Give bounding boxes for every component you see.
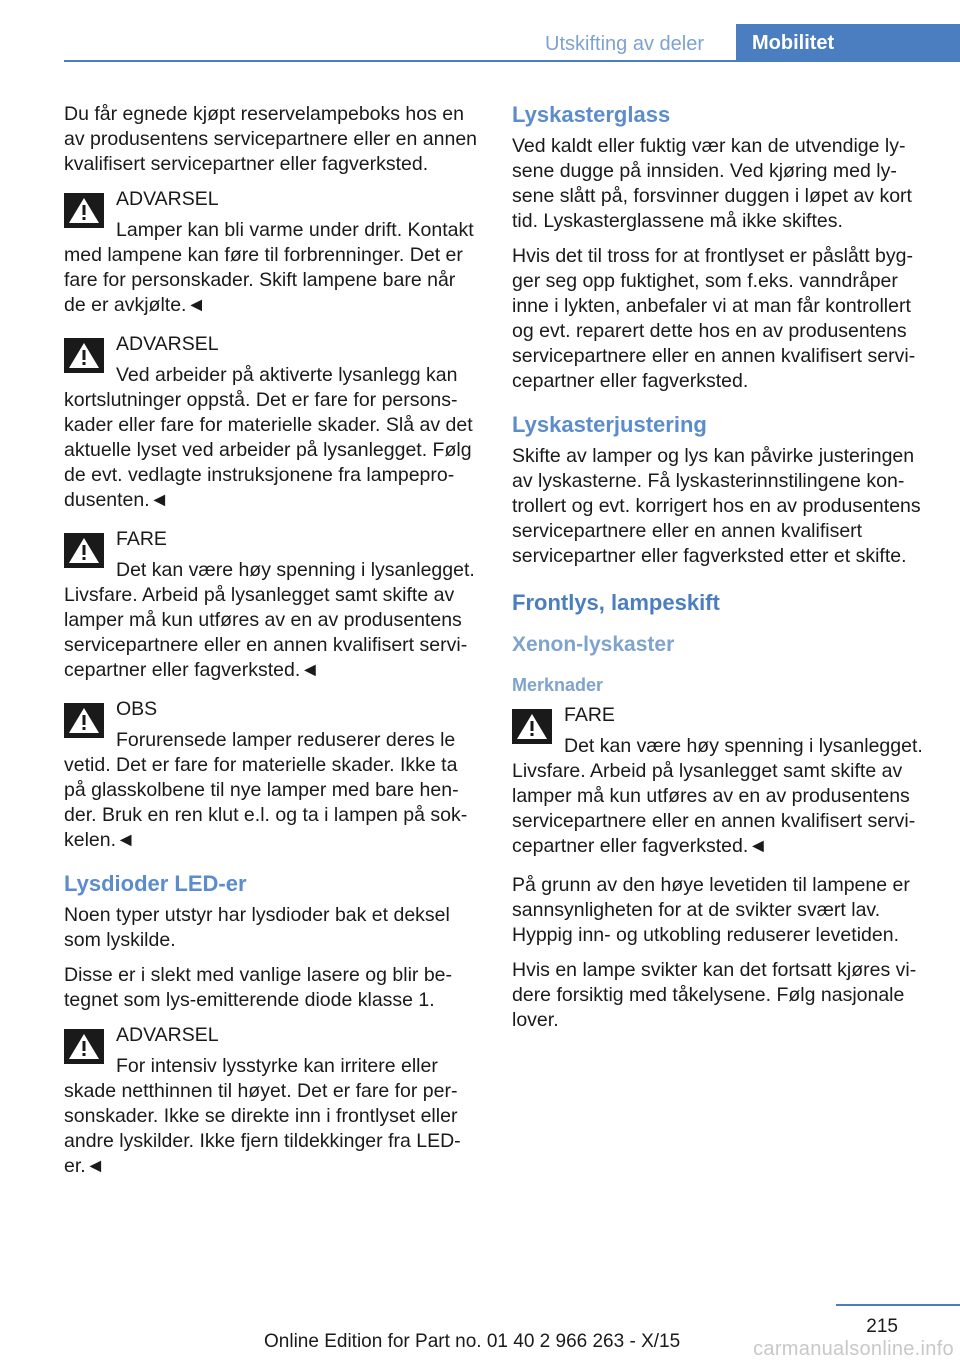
warning-block xyxy=(64,332,482,513)
warning-block xyxy=(64,187,482,318)
notes-heading: Merknader xyxy=(512,675,604,695)
warning-text-rest: med lampene kan føre til forbrenninger. Det er fare for personskader. Skift lampene bare når de er avkjølte.◄ xyxy=(64,244,463,316)
warning-block xyxy=(64,1023,482,1179)
footer-rule xyxy=(836,1304,960,1306)
warning-text-rest: Livsfare. Arbeid på lysanlegget samt skifte av lamper må kun utføres av en av produsentens servicepartnere eller en annen kvalifisert servicepartner eller fagverksted.◄ xyxy=(512,760,916,857)
adjust-heading: Lyskasterjustering xyxy=(512,412,707,437)
header-chapter-tab[interactable]: Mobilitet xyxy=(736,24,960,62)
warning-title: FARE xyxy=(116,528,167,550)
warning-triangle-icon xyxy=(64,703,104,738)
front-heading: Frontlys, lampeskift xyxy=(512,590,720,615)
warning-title: ADVARSEL xyxy=(116,1024,219,1046)
warning-text-first: Forurensede lamper reduserer deres le xyxy=(116,729,456,751)
warning-text-first: Lamper kan bli varme under drift. Kontakt xyxy=(116,219,474,241)
warning-text-rest: skade netthinnen til høyet. Det er fare for personskader. Ikke se direkte inn i frontlyset eller andre lyskilder. Ikke fjern tildekkinger fra LED-er.◄ xyxy=(64,1080,461,1177)
led-heading: Lysdioder LED-er xyxy=(64,871,247,896)
glass-heading: Lyskasterglass xyxy=(512,102,671,127)
warning-text-first: For intensiv lysstyrke kan irritere eller xyxy=(116,1055,438,1077)
warning-block xyxy=(64,697,482,853)
warning-triangle-icon xyxy=(64,1029,104,1064)
lamp-failure-paragraph: Hvis en lampe svikter kan det fortsatt kjøres videre forsiktig med tåkelysene. Følg nasjonale lover. xyxy=(512,959,917,1031)
warning-text-first: Det kan være høy spenning i lysanlegget. xyxy=(116,559,475,581)
led-paragraph-2: Disse er i slekt med vanlige lasere og blir betegnet som lys-emitterende diode klasse 1. xyxy=(64,964,453,1011)
header-rule xyxy=(64,60,960,62)
warning-triangle-icon xyxy=(64,533,104,568)
warning-block xyxy=(64,527,482,683)
warning-title: ADVARSEL xyxy=(116,188,219,210)
warning-block xyxy=(512,703,928,859)
warning-triangle-icon xyxy=(64,193,104,228)
warning-title: OBS xyxy=(116,698,158,720)
glass-paragraph-1: Ved kaldt eller fuktig vær kan de utvendige lysene dugge på innsiden. Ved kjøring med lysene slått på, forsvinner duggen i løpet av kort tid. Lyskasterglassene må ikke skiftes. xyxy=(512,135,912,232)
header-section-tab[interactable]: Utskifting av deler xyxy=(545,33,704,55)
left-column xyxy=(64,102,482,1193)
warning-text-first: Ved arbeider på aktiverte lysanlegg kan xyxy=(116,364,458,386)
right-column xyxy=(512,102,928,1043)
watermark: carmanualsonline.info xyxy=(753,1338,954,1360)
glass-paragraph-2: Hvis det til tross for at frontlyset er påslått bygger seg opp fuktighet, som f.eks. vanndråper inne i lykten, anbefaler vi at man får kontrollert og evt. reparert dette hos en av produsentens servicepartnere eller en annen kvalifisert servicepartner eller fagverksted. xyxy=(512,245,916,392)
warning-text-rest: vetid. Det er fare for materielle skader. Ikke ta på glasskolbene til nye lamper med bare hender. Bruk en ren klut e.l. og ta i lampen på sokkelen.◄ xyxy=(64,754,468,851)
page-number: 215 xyxy=(866,1316,898,1337)
lamp-life-paragraph: På grunn av den høye levetiden til lampene er sannsynligheten for at de svikter svært lav. Hyppig inn- og utkobling reduserer levetiden. xyxy=(512,874,910,946)
xenon-heading: Xenon-lyskaster xyxy=(512,633,675,656)
led-paragraph-1: Noen typer utstyr har lysdioder bak et deksel som lyskilde. xyxy=(64,904,450,951)
edition-line: Online Edition for Part no. 01 40 2 966 263 - X/15 xyxy=(264,1331,681,1352)
warning-triangle-icon xyxy=(512,709,552,744)
warning-text-first: Det kan være høy spenning i lysanlegget. xyxy=(564,735,923,757)
adjust-paragraph: Skifte av lamper og lys kan påvirke justeringen av lyskasterne. Få lyskasterinnstilingene kontrollert og evt. korrigert hos en av produsentens servicepartnere eller en annen kvalifisert servicepartner eller fagverksted etter et skifte. xyxy=(512,445,921,567)
warning-text-rest: kortslutninger oppstå. Det er fare for personskader eller fare for materielle skader. Slå av det aktuelle lyset ved arbeider på lysanlegget. Følg de evt. vedlagte instruksjonene fra lampeprodusenten.◄ xyxy=(64,389,473,511)
warning-triangle-icon xyxy=(64,338,104,373)
intro-paragraph: Du får egnede kjøpt reservelampeboks hos en av produsentens servicepartnere eller en annen kvalifisert servicepartner eller fagverksted. xyxy=(64,103,478,175)
warning-title: ADVARSEL xyxy=(116,333,219,355)
page-header xyxy=(0,0,960,62)
warning-text-rest: Livsfare. Arbeid på lysanlegget samt skifte av lamper må kun utføres av en av produsentens servicepartnere eller en annen kvalifisert servicepartner eller fagverksted.◄ xyxy=(64,584,468,681)
warning-title: FARE xyxy=(564,704,615,726)
